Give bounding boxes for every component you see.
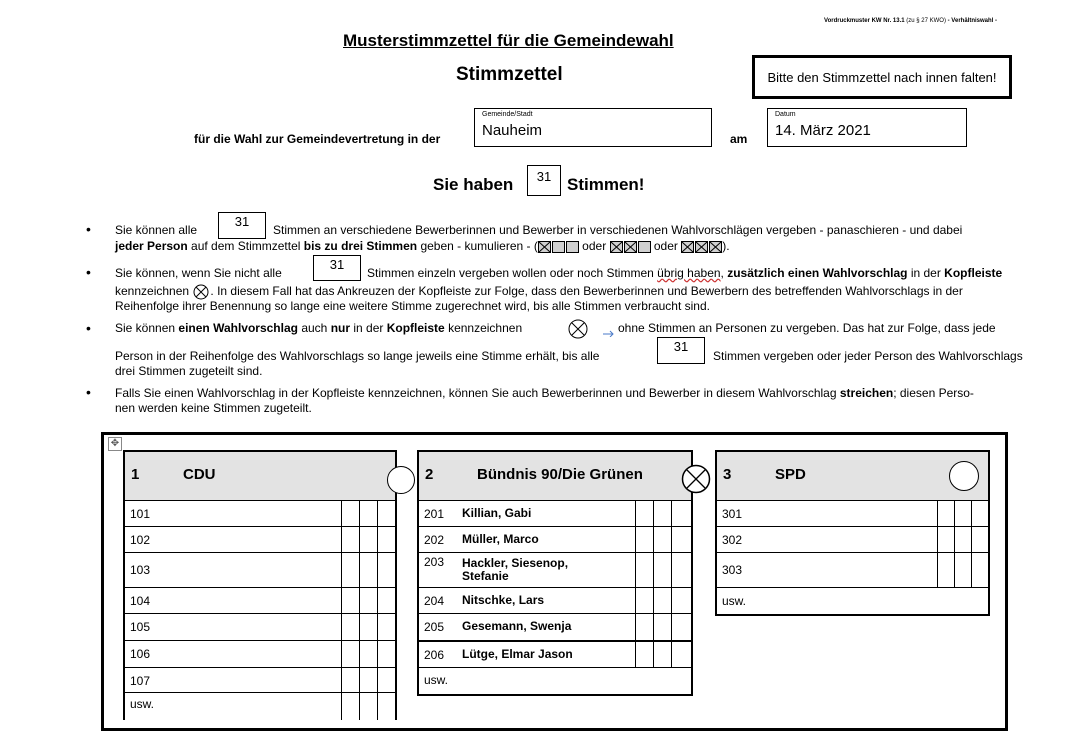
party-name: SPD [775, 466, 806, 483]
candidate-row-more: usw. [130, 697, 155, 711]
candidate-row-more: usw. [424, 673, 449, 687]
candidate-row[interactable]: 301 [717, 501, 988, 527]
candidate-row[interactable]: 201 Killian, Gabi [419, 501, 691, 527]
candidate-row[interactable]: 206 Lütge, Elmar Jason [419, 642, 691, 668]
candidate-row[interactable]: 105 [125, 614, 395, 641]
instruction-2-line-a: Sie können, wenn Sie nicht alle [115, 266, 282, 280]
instruction-3-line-a: Sie können einen Wahlvorschlag auch nur in der Kopfleiste kennzeichnen [115, 321, 523, 335]
party-mark-crossed-circle-gruene[interactable] [681, 464, 711, 494]
instruction-3-line-b: ohne Stimmen an Personen zu vergeben. Das hat zur Folge, dass jede [618, 321, 996, 335]
instruction-2-line-d: Reihenfolge ihrer Benennung so lange eine weitere Stimme zugerechnet wird, bis alle Stimmen verbraucht sind. [115, 299, 710, 313]
form-number: Vordruckmuster KW Nr. 13.1 (zu § 27 KWO) - Verhältniswahl - [824, 18, 997, 24]
party-number: 1 [131, 466, 140, 483]
candidate-row[interactable]: 103 [125, 553, 395, 588]
fold-notice-box [752, 55, 1012, 99]
fold-notice-text: Bitte den Stimmzettel nach innen falten! [767, 69, 997, 85]
candidate-row[interactable]: 106 [125, 641, 395, 668]
party-name: Bündnis 90/Die Grünen [477, 466, 643, 483]
move-handle-icon[interactable]: ✥ [108, 437, 122, 451]
candidate-row[interactable]: 104 [125, 588, 395, 614]
party-number: 3 [723, 466, 732, 483]
party-header [125, 452, 395, 501]
bullet-3: • [86, 320, 91, 336]
votes-count-box: 31 [527, 165, 561, 196]
party-mark-circle-cdu[interactable] [387, 466, 415, 494]
candidate-row[interactable]: 205 Gesemann, Swenja [419, 614, 691, 642]
instruction-4-line-a: Falls Sie einen Wahlvorschlag in der Kopfleiste kennzeichnen, können Sie auch Bewerberinnen und Bewerber in diesem Wahlvorschlag streichen; diesen Perso- [115, 386, 974, 400]
datum-field[interactable] [767, 108, 967, 147]
instruction-1-count-box: 31 [218, 212, 266, 239]
candidate-row[interactable]: 204 Nitschke, Lars [419, 588, 691, 614]
party-column-cdu [123, 450, 397, 720]
candidate-row[interactable]: 107 [125, 668, 395, 693]
instruction-1-line-c: jeder Person auf dem Stimmzettel bis zu drei Stimmen geben - kumulieren - ( oder oder ). [115, 239, 730, 253]
am-text: am [730, 132, 748, 146]
gemeinde-field[interactable] [474, 108, 712, 147]
votes-prefix: Sie haben [433, 175, 514, 194]
candidate-row[interactable]: 302 [717, 527, 988, 553]
kumulieren-three-cross-icon [681, 241, 722, 253]
party-name: CDU [183, 466, 216, 483]
arrow-right-icon [603, 329, 615, 337]
instruction-3-line-e: drei Stimmen zugeteilt sind. [115, 364, 263, 378]
crossed-circle-icon [567, 318, 591, 340]
gemeinde-value: Nauheim [482, 122, 543, 139]
party-header [717, 452, 988, 501]
instruction-4-line-b: nen werden keine Stimmen zugeteilt. [115, 401, 312, 415]
bullet-4: • [86, 384, 91, 400]
instruction-1-line-b: Stimmen an verschiedene Bewerberinnen und Bewerber in verschiedenen Wahlvorschlägen vergeben - panaschieren - und dabei [273, 223, 963, 237]
gemeinde-label: Gemeinde/Stadt [482, 111, 533, 118]
bullet-2: • [86, 264, 91, 280]
instruction-1-line-a: Sie können alle [115, 223, 198, 237]
instruction-2-line-b: Stimmen einzeln vergeben wollen oder noch Stimmen übrig haben, zusätzlich einen Wahlvorschlag in der Kopfleiste [367, 266, 1003, 280]
kumulieren-two-cross-icon [610, 241, 651, 253]
party-column-gruene [417, 450, 693, 696]
kumulieren-one-cross-icon [538, 241, 579, 253]
page-title: Musterstimmzettel für die Gemeindewahl [343, 31, 674, 50]
candidate-row[interactable]: 203 Hackler, Siesenop, Stefanie [419, 553, 691, 588]
bullet-1: • [86, 221, 91, 237]
votes-suffix: Stimmen! [567, 175, 645, 194]
instruction-3-line-c: Person in der Reihenfolge des Wahlvorschlags so lange jeweils eine Stimme erhält, bis alle [115, 349, 600, 363]
candidate-row[interactable]: 101 [125, 501, 395, 527]
candidate-row[interactable]: 202 Müller, Marco [419, 527, 691, 553]
candidate-row[interactable]: 102 [125, 527, 395, 553]
ballot-subtitle: Stimmzettel [456, 64, 563, 85]
datum-label: Datum [775, 111, 796, 118]
crossed-circle-icon [192, 284, 210, 300]
party-number: 2 [425, 466, 434, 483]
instruction-3-line-d: Stimmen vergeben oder jeder Person des Wahlvorschlags [713, 349, 1023, 363]
party-header [419, 452, 691, 501]
election-line-text: für die Wahl zur Gemeindevertretung in der [194, 132, 441, 146]
candidate-row[interactable]: 303 [717, 553, 988, 588]
instruction-2-count-box: 31 [313, 255, 361, 281]
instruction-3-count-box: 31 [657, 337, 705, 364]
instruction-2-line-c: kennzeichnen . In diesem Fall hat das Ankreuzen der Kopfleiste zur Folge, dass den Bewerberinnen und Bewerbern des betreffenden Wahlvorschlags in der [115, 284, 963, 299]
datum-value: 14. März 2021 [775, 122, 871, 139]
party-mark-circle-spd[interactable] [949, 461, 979, 491]
candidate-row-more: usw. [722, 594, 747, 608]
